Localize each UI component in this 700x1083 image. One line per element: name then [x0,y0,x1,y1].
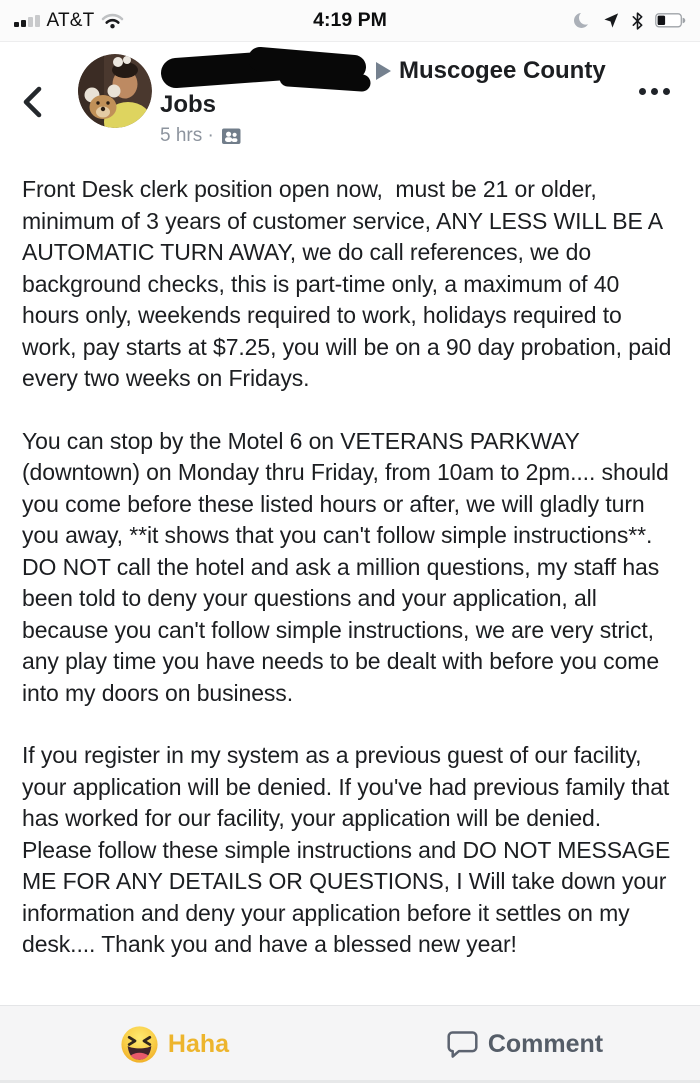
haha-emoji-icon [121,1026,158,1063]
comment-bubble-icon [447,1030,478,1059]
reaction-label: Haha [167,1030,230,1058]
post-header-text [160,52,676,147]
post-paragraph-2: You can stop by the Motel 6 on VETERANS PARKWAY (downtown) on Monday thru Friday, from 10am to 2pm.... should you come before these listed hours or after, we will gladly turn you away, **it shows that you can't follow simple instructions**. DO NOT call the hotel and ask a million questions, my staff has been told to deny your questions and your application, all because you can't follow simple instructions, we are very strict, any play time you have needs to be dealt with before you come into my doors on business. [22,427,676,706]
post-body [0,162,700,961]
avatar[interactable] [78,54,152,128]
comment-half [350,1022,700,1067]
status-bar-left [14,10,124,32]
post-paragraph-1: Front Desk clerk position open now, must be 21 or older, minimum of 3 years of customer service, ANY LESS WILL BE A AUTOMATIC TURN AWAY, we do call references, we do background checks, this is part-time only, a maximum of 40 hours only, weekends required to work, holidays required to work, pay starts at $7.25, you will be on a 90 day probation, paid every two weeks on Fridays. [22,176,678,391]
group-name-link[interactable]: Muscogee County [399,57,606,84]
location-arrow-icon [603,12,620,29]
redacted-author-name[interactable] [160,46,372,92]
group-name-line2[interactable]: Jobs [160,91,217,118]
post-meta-row [160,125,676,147]
post-header [0,42,700,162]
bluetooth-icon [631,11,644,31]
comment-label: Comment [487,1030,604,1058]
moon-icon [573,11,592,30]
more-options-button[interactable] [637,82,672,101]
clock: 4:19 PM [313,9,387,31]
ellipsis-icon [639,88,646,95]
signal-bars-icon [14,14,40,27]
chevron-left-icon [22,86,46,118]
status-bar [0,0,700,42]
battery-icon [655,13,686,28]
back-button[interactable] [22,86,46,118]
timestamp: 5 hrs · [160,125,214,146]
status-bar-right [573,11,686,31]
reaction-half [0,1018,350,1071]
post-paragraph-3: If you register in my system as a previous guest of our facility, your application will be denied. If you've had previous family that has worked for our facility, your application will be denied. Please follow these simple instructions and DO NOT MESSAGE ME FOR ANY DETAILS OR QUESTIONS, I Will take down your information and deny your application before it settles on my desk.... Thank you and have a blessed new year! [22,742,677,957]
group-privacy-icon [221,127,242,146]
shared-to-arrow-icon [376,62,391,80]
haha-reaction-button[interactable] [111,1018,239,1071]
carrier-label: AT&T [46,9,95,31]
comment-button[interactable] [437,1022,613,1067]
action-bar [0,1005,700,1083]
wifi-icon [101,12,124,29]
author-group-row [160,54,676,88]
